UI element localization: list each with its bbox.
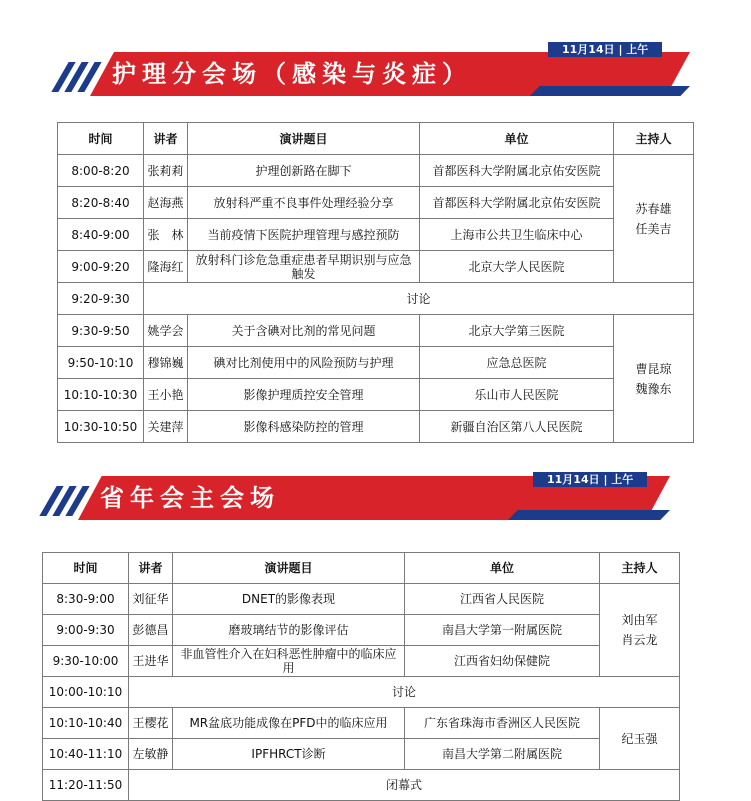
topic-cell: DNET的影像表现 (173, 584, 405, 615)
topic-cell: 关于含碘对比剂的常见问题 (188, 315, 420, 347)
session-date: 11月14日 | 上午 (533, 472, 647, 487)
speaker-cell: 姚学会 (144, 315, 188, 347)
host-name: 任美吉 (635, 221, 672, 236)
unit-cell: 首都医科大学附属北京佑安医院 (420, 155, 614, 187)
column-header: 时间 (58, 123, 144, 155)
time-cell: 9:30-10:00 (43, 646, 129, 677)
section-banner (90, 52, 690, 96)
unit-cell: 北京大学人民医院 (420, 251, 614, 283)
table-row (58, 411, 694, 443)
topic-cell: 非血管性介入在妇科恶性肿瘤中的临床应用 (173, 646, 405, 677)
time-cell: 9:00-9:30 (43, 615, 129, 646)
topic-cell: 护理创新路在脚下 (188, 155, 420, 187)
time-cell: 10:10-10:40 (43, 708, 129, 739)
speaker-cell: 隆海红 (144, 251, 188, 283)
column-header: 单位 (420, 123, 614, 155)
time-cell: 10:10-10:30 (58, 379, 144, 411)
schedule-table (42, 552, 680, 801)
speaker-cell: 王进华 (129, 646, 173, 677)
table-row (58, 379, 694, 411)
topic-cell: 影像护理质控安全管理 (188, 379, 420, 411)
table-row (43, 584, 680, 615)
column-header: 演讲题目 (173, 553, 405, 584)
column-header: 演讲题目 (188, 123, 420, 155)
topic-cell: 放射科严重不良事件处理经验分享 (188, 187, 420, 219)
unit-cell: 北京大学第三医院 (420, 315, 614, 347)
host-name: 魏豫东 (635, 381, 672, 396)
unit-cell: 江西省妇幼保健院 (405, 646, 600, 677)
time-cell: 10:30-10:50 (58, 411, 144, 443)
column-header: 讲者 (129, 553, 173, 584)
schedule-table (57, 122, 694, 443)
speaker-cell: 左敏静 (129, 739, 173, 770)
section-main (0, 460, 751, 800)
table-row (58, 251, 694, 283)
time-cell: 8:00-8:20 (58, 155, 144, 187)
host-name: 纪玉强 (621, 731, 658, 746)
time-cell: 9:00-9:20 (58, 251, 144, 283)
host-name: 肖云龙 (621, 633, 658, 647)
unit-cell: 江西省人民医院 (405, 584, 600, 615)
unit-cell: 首都医科大学附属北京佑安医院 (420, 187, 614, 219)
table-row (43, 615, 680, 646)
speaker-cell: 张莉莉 (144, 155, 188, 187)
column-header: 单位 (405, 553, 600, 584)
time-cell: 8:40-9:00 (58, 219, 144, 251)
discussion-row (58, 283, 694, 315)
discussion-cell: 讨论 (129, 677, 680, 708)
unit-cell: 乐山市人民医院 (420, 379, 614, 411)
discussion-cell: 闭幕式 (129, 770, 680, 801)
section-title: 护理分会场（感染与炎症） (112, 60, 472, 88)
speaker-cell: 王樱花 (129, 708, 173, 739)
time-cell: 9:50-10:10 (58, 347, 144, 379)
topic-cell: 放射科门诊危急重症患者早期识别与应急触发 (188, 251, 420, 283)
column-header: 主持人 (600, 553, 680, 584)
time-cell: 8:30-9:00 (43, 584, 129, 615)
table-header-row (58, 123, 694, 155)
speaker-cell: 赵海燕 (144, 187, 188, 219)
host-name: 苏春雄 (635, 201, 672, 216)
host-cell (600, 708, 680, 770)
speaker-cell: 刘征华 (129, 584, 173, 615)
topic-cell: 影像科感染防控的管理 (188, 411, 420, 443)
speaker-cell: 彭德昌 (129, 615, 173, 646)
table-row (58, 187, 694, 219)
table-row (58, 315, 694, 347)
speaker-cell: 王小艳 (144, 379, 188, 411)
speaker-cell: 穆锦巍 (144, 347, 188, 379)
topic-cell: 磨玻璃结节的影像评估 (173, 615, 405, 646)
column-header: 讲者 (144, 123, 188, 155)
topic-cell: 当前疫情下医院护理管理与感控预防 (188, 219, 420, 251)
time-cell: 8:20-8:40 (58, 187, 144, 219)
table-row (58, 219, 694, 251)
unit-cell: 南昌大学第一附属医院 (405, 615, 600, 646)
time-cell: 10:40-11:10 (43, 739, 129, 770)
column-header: 时间 (43, 553, 129, 584)
table-row (43, 708, 680, 739)
host-cell (614, 315, 694, 443)
discussion-row (43, 677, 680, 708)
host-cell (600, 584, 680, 677)
table-row (58, 347, 694, 379)
time-cell: 11:20-11:50 (43, 770, 129, 801)
table-row (43, 646, 680, 677)
time-cell: 9:20-9:30 (58, 283, 144, 315)
table-row (43, 739, 680, 770)
host-name: 曹昆琼 (635, 361, 672, 376)
unit-cell: 上海市公共卫生临床中心 (420, 219, 614, 251)
unit-cell: 新疆自治区第八人民医院 (420, 411, 614, 443)
speaker-cell: 张 林 (144, 219, 188, 251)
section-title: 省年会主会场 (100, 484, 280, 512)
topic-cell: MR盆底功能成像在PFD中的临床应用 (173, 708, 405, 739)
unit-cell: 应急总医院 (420, 347, 614, 379)
discussion-cell: 讨论 (144, 283, 694, 315)
unit-cell: 广东省珠海市香洲区人民医院 (405, 708, 600, 739)
table-header-row (43, 553, 680, 584)
session-date: 11月14日 | 上午 (548, 42, 662, 57)
host-cell (614, 155, 694, 283)
speaker-cell: 关建萍 (144, 411, 188, 443)
topic-cell: IPFHRCT诊断 (173, 739, 405, 770)
unit-cell: 南昌大学第二附属医院 (405, 739, 600, 770)
host-name: 刘由军 (621, 613, 658, 627)
time-cell: 10:00-10:10 (43, 677, 129, 708)
column-header: 主持人 (614, 123, 694, 155)
topic-cell: 碘对比剂使用中的风险预防与护理 (188, 347, 420, 379)
time-cell: 9:30-9:50 (58, 315, 144, 347)
discussion-row (43, 770, 680, 801)
table-row (58, 155, 694, 187)
